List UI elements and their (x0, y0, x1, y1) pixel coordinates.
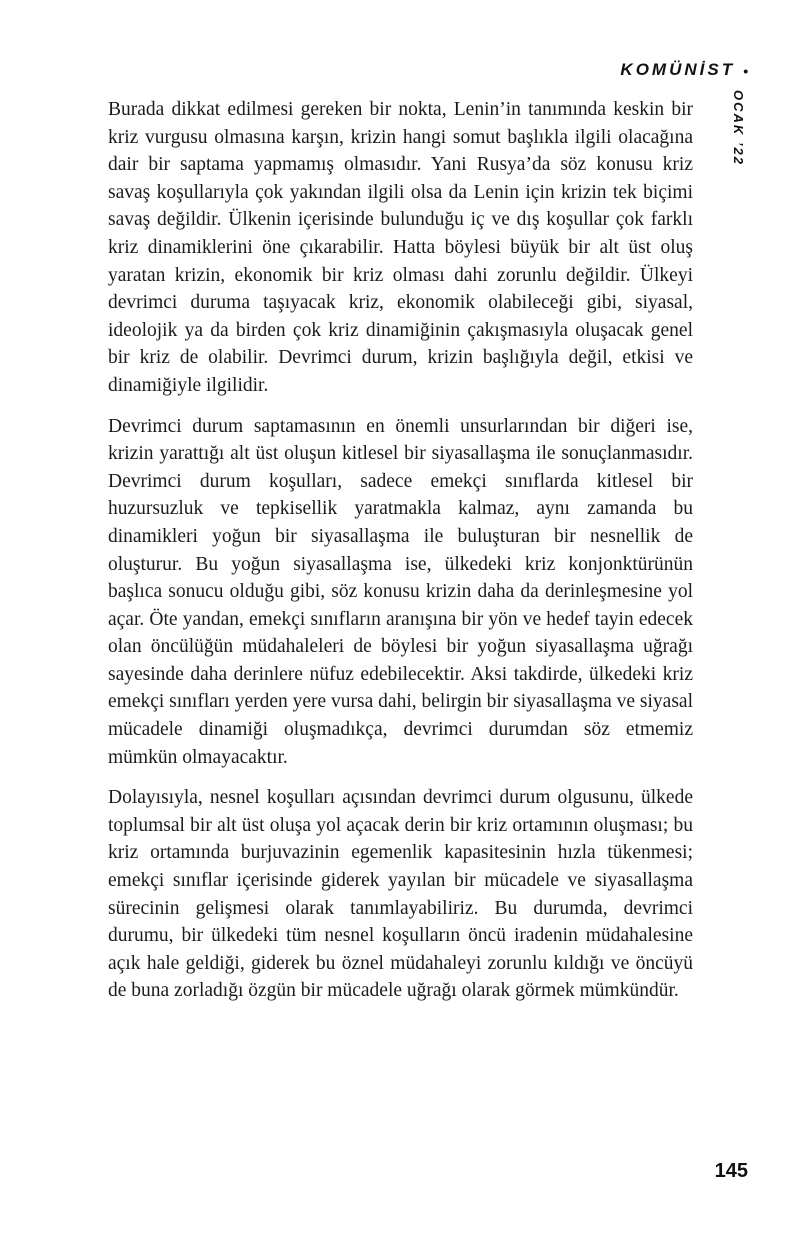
article-body (108, 96, 693, 1018)
paragraph: Devrimci durum saptamasının en önemli unsurlarından bir diğeri ise, krizin yarattığı alt üst oluşun kitlesel bir siyasallaşma ile sonuçlanmasıdır. Devrimci durum koşulları, sadece emekçi sınıflarda kitlesel bir huzursuzluk ve tepkisellik yaratmakla kalmaz, aynı zamanda bu dinamikleri yoğun bir siyasallaşma ile buluşturan bir nesnellik de oluşturur. Bu yoğun siyasallaşma ise, ülkedeki kriz konjonktürünün başlıca sonucu olduğu gibi, söz konusu krizin daha da derinleşmesine yol açar. Öte yandan, emekçi sınıfların aranışına bir yön ve hedef tayin edecek olan öncülüğün müdahaleleri de böylesi bir yoğun siyasallaşma uğrağı sayesinde daha derinlere nüfuz edebilecektir. Aksi takdirde, ülkedeki kriz emekçi sınıfları yerden yere vursa dahi, belirgin bir siyasallaşma ve siyasal mücadele dinamiği oluşmadıkça, devrimci durumdan söz etmemiz mümkün olmayacaktır. (108, 415, 693, 768)
journal-title: KOMÜNİST (620, 60, 736, 79)
page-number: 145 (714, 1160, 748, 1182)
issue-date-vertical: OCAK ’22 (731, 90, 746, 166)
paragraph: Burada dikkat edilmesi gereken bir nokta, Lenin’in tanımında keskin bir kriz vurgusu olmasına karşın, krizin hangi somut başlıkla ilgili olacağına dair bir saptama yapmamış olmasıdır. Yani Rusya’da söz konusu kriz savaş koşullarıyla çok yakından ilgili olsa da Lenin için krizin tek biçimi savaş değildir. Ülkenin içerisinde bulunduğu iç ve dış koşullar çok farklı kriz dinamiklerini öne çıkarabilir. Hatta böylesi büyük bir alt üst oluş yaratan krizin, ekonomik bir kriz olması dahi zorunlu değildir. Ülkeyi devrimci duruma taşıyacak kriz, ekonomik olabileceği gibi, siyasal, ideolojik ya da birden çok kriz dinamiğinin çakışmasıyla oluşacak genel bir kriz de olabilir. Devrimci durum, krizin başlığıyla değil, etkisi ve dinamiğiyle ilgilidir. (108, 99, 693, 396)
bullet-icon: • (743, 63, 748, 79)
paragraph: Dolayısıyla, nesnel koşulları açısından devrimci durum olgusunu, ülkede toplumsal bir alt üst oluşa yol açacak derin bir kriz ortamının oluşması; bu kriz ortamında burjuvazinin egemenlik kapasitesinin hızla tükenmesi; emekçi sınıflar içerisinde giderek yayılan bir mücadele ve siyasallaşma sürecinin gelişmesi olarak tanımlayabiliriz. Bu durumda, devrimci durumu, bir ülkedeki tüm nesnel koşulların öncü iradenin müdahalesine açık hale geldiği, giderek bu öznel müdahaleyi zorunlu kıldığı ve öncüyü de buna zorladığı özgün bir mücadele uğrağı olarak görmek mümkündür. (108, 787, 693, 1002)
running-head (620, 60, 748, 80)
